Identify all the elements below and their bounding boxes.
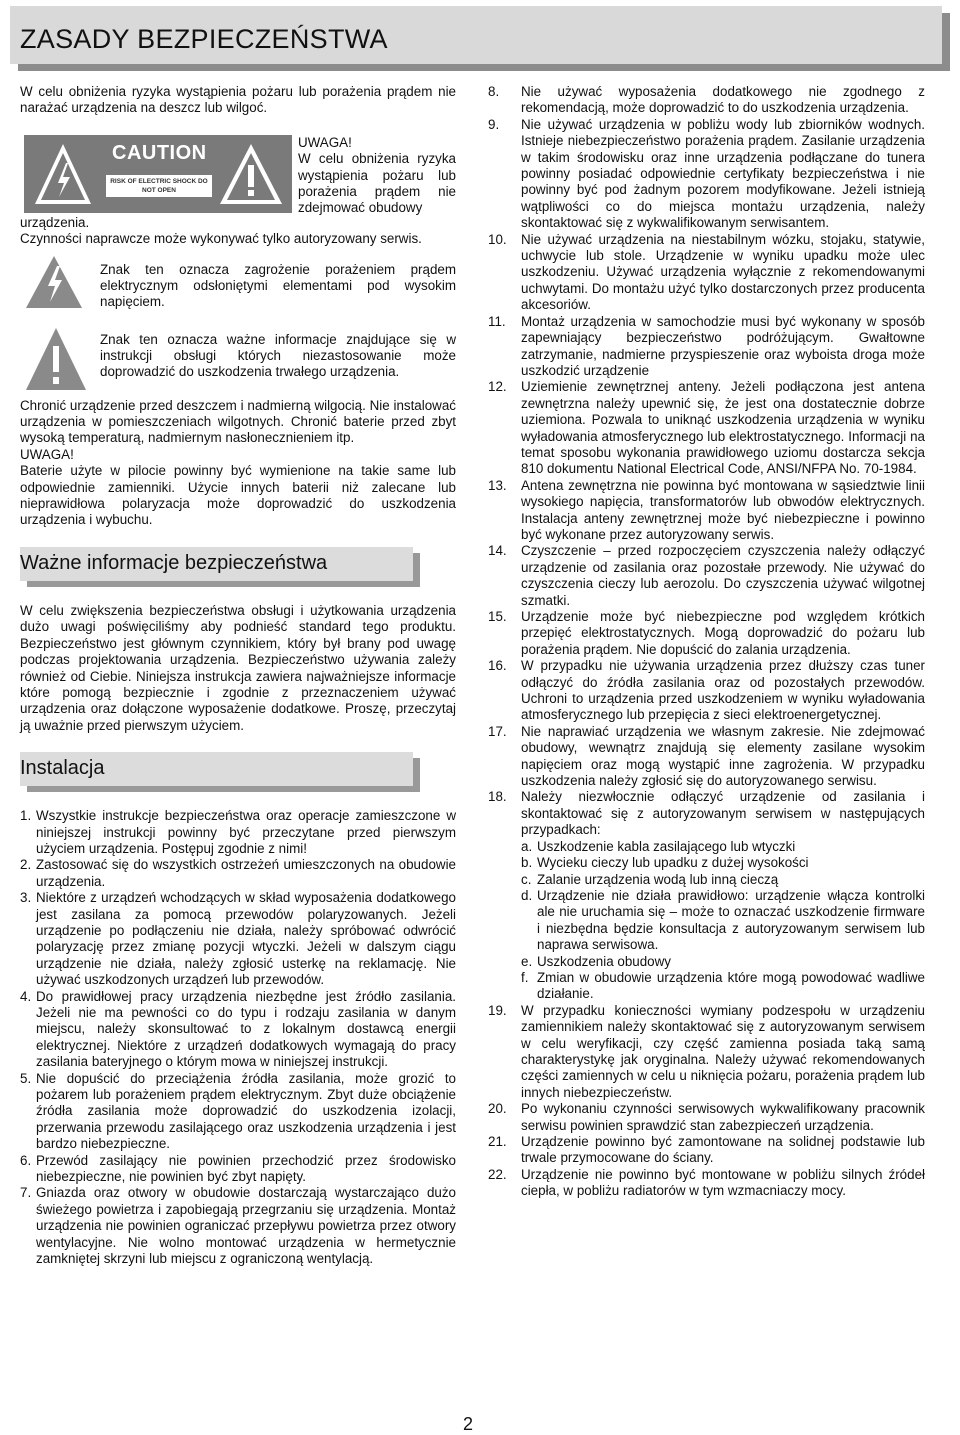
exclamation-triangle-icon [24, 326, 88, 392]
list-item: 8. Nie używać wyposażenia dodatkowego nie zgodnego z rekomendacją, może doprowadzić to do uszkodzenia urządzenia. [488, 84, 925, 116]
service-note: Czynności naprawcze może wykonywać tylko autoryzowany serwis. [20, 231, 422, 247]
title-bar [10, 6, 942, 64]
list-item: 10. Nie używać urządzenia na niestabilnym wózku, stojaku, statywie, uchwycie lub stole. Urządzenie w wyniku upadku może ulec uszkodzeniu. Używać urządzenia wyłącznie z rekomendowanymi uchwytami. Do montażu użyć tylko dostarczonych przez producenta akcesoriów. [488, 231, 925, 313]
uwaga-text: W celu obniżenia ryzyka wystąpienia pożaru lub porażenia prądem nie zdejmować obudowy [298, 151, 456, 216]
list-item: 19. W przypadku konieczności wymiany podzespołu w urządzeniu zamiennikiem należy skontaktować się z autoryzowanym serwisem w celu weryfikacji, czy część zamienna posiada taką samą charakterystykę jak oryginalna. Należy używać rekomendowanych części zamiennych w celu u niknięcia pożaru, porażenia prądem lub innych niebezpieczeństw. [488, 1002, 925, 1100]
list-item: 6. Przewód zasilający nie powinien przechodzić przez środowisko niebezpieczne, nie powinien być zbyt napięty. [20, 1152, 456, 1185]
sub-list-item: a. Uszkodzenie kabla zasilającego lub wtyczki [521, 838, 796, 854]
note-exclamation [20, 332, 456, 392]
caution-label [24, 135, 292, 213]
sub-list-item: d. Urządzenie nie działa prawidłowo: urządzenie włącza kontrolki ale nie uruchamia się – może to oznaczać uszkodzenie firmware i niezbędna będzie konsultacja z autoryzowanym serwisem lub naprawa serwisowa. [521, 887, 925, 953]
section-important-header [20, 547, 456, 589]
install-list [20, 808, 456, 1267]
list-item: 7. Gniazda oraz otwory w obudowie dostarczają wystarczająco dużo świeżego powietrza i zapobiegają przegrzaniu się urządzenia. Montaż urządzenia nie powinien ograniczać przepływu powietrza przez otwory wentylacyjne. Nie wolno montować urządzenia w hermetycznie zamkniętej skrzyni lub miejscu z ograniczoną wentylacją. [20, 1185, 456, 1267]
uwaga-continuation: urządzenia. [20, 214, 90, 230]
list-item: 12. Uziemienie zewnętrznej anteny. Jeżeli podłączona jest antena zewnętrzna należy upewnić się, że jest ona dostatecznie dobrze uziemiona. Pozwala to uniknąć uszkodzenia urządzenia w wyniku wyładowania atmosferycznego lub elektrostatycznego. Informacji na temat sposobu wykonania prawidłowego uziomu dostarcza sekcja 810 dokumentu National Electrical Code, ANSI/NFPA No. 70-1984. [488, 379, 925, 477]
sub-list [521, 839, 925, 1003]
uwaga-heading: UWAGA! [298, 134, 352, 150]
caution-row [20, 135, 456, 229]
list-item: 5. Nie dopuścić do przeciążenia źródła zasilania, może grozić to pożarem lub porażeniem prądem elektrycznym. Zbyt duże obciążenie źródła zasilania może doprowadzić do uszkodzenia izolacji, przerwania przewodu zasilającego oraz uszkodzenia urządzenia i jest bardzo niebezpieczne. [20, 1070, 456, 1152]
right-column [488, 84, 925, 1200]
caution-warning-text: RISK OF ELECTRIC SHOCK DO NOT OPEN [106, 175, 212, 197]
battery-paragraph: Baterie użyte w pilocie powinny być wymienione na takie same lub odpowiednie zamienniki. Użycie innych baterii niż zalecane lub nieprawidłowa polaryzacja może doprowadzić do uszkodzenia urządzenia i wybuchu. [20, 463, 456, 528]
lightning-triangle-icon [24, 254, 84, 310]
list-item: 3. Niektóre z urządzeń wchodzących w skład wyposażenia dodatkowego jest zasilana za pomocą przewodów polaryzowanych. Jeżeli urządzenie po podłączeniu nie działa, należy spróbować odwrócić polaryzację przez zmianę pozycji wtyczki. Jeżeli w dalszym ciągu urządzenie nie działa, należy zgłosić usterkę na reklamację. Nie używać uszkodzonych urządzeń lub przewodów. [20, 890, 456, 988]
rain-paragraph: Chronić urządzenie przed deszczem i nadmierną wilgocią. Nie instalować urządzenia w pomieszczeniach wilgotnych. Chronić baterie przed zbyt wysoką temperaturą, nadmiernym nasłonecznieniem itp. [20, 397, 456, 446]
lightning-warning-icon [32, 141, 94, 207]
sub-list-item: e. Uszkodzenia obudowy [521, 953, 671, 969]
list-item: 15. Urządzenie może być niebezpieczne pod względem krótkich przepięć elektrostatycznych. Mogą doprowadzić do pożaru lub porażenia prądem. Nie dopuścić do zalania urządzenia. [488, 609, 925, 657]
page-number: 2 [463, 1414, 474, 1434]
section-install-header [20, 752, 456, 794]
list-item: 16. W przypadku nie używania urządzenia przez dłuższy czas tuner odłączyć do źródła zasilania oraz od pozostałych przewodów. Uchroni to urządzenia przed uszkodzeniem w wyniku wyładowania atmosferycznego lub przepięcia z sieci elektroenergetycznej. [488, 658, 925, 723]
uwaga-battery-heading: UWAGA! [20, 446, 74, 462]
list-item: 11. Montaż urządzenia w samochodzie musi być wykonany w sposób zapewniający bezpieczeństwo podróżującym. Gwałtowne zatrzymanie, nadmierne przyspieszenie oraz wyboista droga może uszkodzić urządzenie [488, 313, 925, 378]
exclamation-warning-icon [217, 141, 285, 207]
list-item: 13. Antena zewnętrzna nie powinna być montowana w sąsiedztwie linii wysokiego napięcia, transformatorów lub obwodów elektrycznych. Instalacja anteny zewnętrznej może być niebezpieczne i powinno być wykonane przez autoryzowany serwis. [488, 477, 925, 542]
sub-list-item: f. Zmian w obudowie urządzenia które mogą powodować wadliwe działanie. [521, 969, 925, 1002]
left-column [20, 84, 456, 1268]
list-item: 18. Należy niezwłocznie odłączyć urządzenie od zasilania i skontaktować się z autoryzowanym serwisem w następujących przypadkach: a. Uszkodzenie kabla zasilającego lub wtyczki b. Wycieku cieczy lub upadku z dużej wysokości c. Zalanie urządzenia wodą lub inną cieczą d. Urządzenie nie działa prawidłowo: urządzenie włącza kontrolki ale nie uruchamia się – może to oznaczać uszkodzenie firmware i niezbędna będzie konsultacja z autoryzowanym serwisem lub naprawa serwisowa. e. Uszkodzenia obudowy f. Zmian w obudowie urządzenia które mogą powodować wadliwe działanie. [488, 789, 925, 1002]
list-item: 9. Nie używać urządzenia w pobliżu wody lub zbiorników wodnych. Istnieje niebezpieczeństwo porażenia prądem. Zasilanie urządzenia w takim środowisku oraz inne urządzenia podłączane do tunera powinny posiadać odpowiednie certyfikaty bezpieczeństwa i nie powinny być pod żadnym pozorem modyfikowane. Jeżeli istnieją wątpliwości co do miejsca montażu urządzenia, należy skontaktować się z wykwalifikowanym serwisantem. [488, 116, 925, 231]
uwaga-block [298, 135, 456, 217]
note-exclamation-text: Znak ten oznacza ważne informacje znajdujące się w instrukcji obsługi których niezastosowanie może doprowadzić do uszkodzenia trwałego urządzenia. [100, 331, 456, 380]
sub-list-item: c. Zalanie urządzenia wodą lub inną cieczą [521, 871, 779, 887]
page-title: ZASADY BEZPIECZEŃSTWA [20, 24, 388, 54]
note-lightning [20, 262, 456, 322]
list-item: 1. Wszystkie instrukcje bezpieczeństwa oraz operacje zamieszczone w niniejszej instrukcji powinny być przeczytane przed pierwszym użyciem urządzenia. Postępuj zgodnie z nimi! [20, 808, 456, 856]
list-item: 14. Czyszczenie – przed rozpoczęciem czyszczenia należy odłączyć urządzenie od zasilania oraz pozostałe przewody. Nie używać do czyszczenia cieczy lub aerozolu. Do czyszczenia używać wilgotnej szmatki. [488, 543, 925, 608]
symbol-notes [20, 262, 456, 392]
list-item: 4. Do prawidłowej pracy urządzenia niezbędne jest źródło zasilania. Jeżeli nie ma pewności co do typu i rodzaju zasilania w danym miejscu, należy skonsultować to z lokalnym dostawcą energii elektrycznej. Niektóre z urządzeń dodatkowych wymagają do pracy zasilania bateryjnego o którym mowa w niniejszej instrukcji. [20, 988, 456, 1070]
section-important-title: Ważne informacje bezpieczeństwa [20, 551, 328, 574]
list-item: 21. Urządzenie powinno być zamontowane na solidnej podstawie lub trwale przymocowane do ściany. [488, 1134, 925, 1166]
caution-word: CAUTION [112, 141, 207, 164]
list-item: 17. Nie naprawiać urządzenia we własnym zakresie. Nie zdejmować obudowy, wewnątrz znajdują się elementy zasilane wysokim napięciem oraz mogą wystąpić inne zagrożenia. W przypadku uszkodzenia należy zgłosić się do autoryzowanego serwisu. [488, 723, 925, 789]
section-install-title: Instalacja [20, 757, 105, 780]
note-lightning-text: Znak ten oznacza zagrożenie porażeniem prądem elektrycznym odsłoniętymi elementami pod wysokim napięciem. [100, 261, 456, 310]
list-item: 2. Zastosować się do wszystkich ostrzeżeń umieszczonych na obudowie urządzenia. [20, 857, 456, 889]
sub-list-item: b. Wycieku cieczy lub upadku z dużej wysokości [521, 855, 809, 871]
important-paragraph: W celu zwiększenia bezpieczeństwa obsługi i użytkowania urządzenia dużo uwagi poświęciliśmy aby podnieść standard tego produktu. Bezpieczeństwo jest głównym czynnikiem, który był brany pod uwagę podczas projektowania urządzenia. Bezpieczeństwo używania zależy również od Ciebie. Niniejsza instrukcja zawiera najważniejsze informacje które pomogą bezpiecznie i zgodnie z przeznaczeniem używać urządzenia oraz dołączone wyposażenie dodatkowe. Proszę, przeczytaj ją uważnie przed pierwszym użyciem. [20, 602, 456, 733]
list-item: 22. Urządzenie nie powinno być montowane w pobliżu silnych źródeł ciepła, w pobliżu radiatorów w tym wzmacniaczy mocy. [488, 1166, 925, 1199]
list-item: 20. Po wykonaniu czynności serwisowych wykwalifikowany pracownik serwisu powinien sprawdzić stan zabezpieczeń urządzenia. [488, 1101, 925, 1133]
intro-paragraph: W celu obniżenia ryzyka wystąpienia pożaru lub porażenia prądem nie narażać urządzenia na deszcz lub wilgoć. [20, 84, 456, 116]
safety-list [488, 84, 925, 1200]
